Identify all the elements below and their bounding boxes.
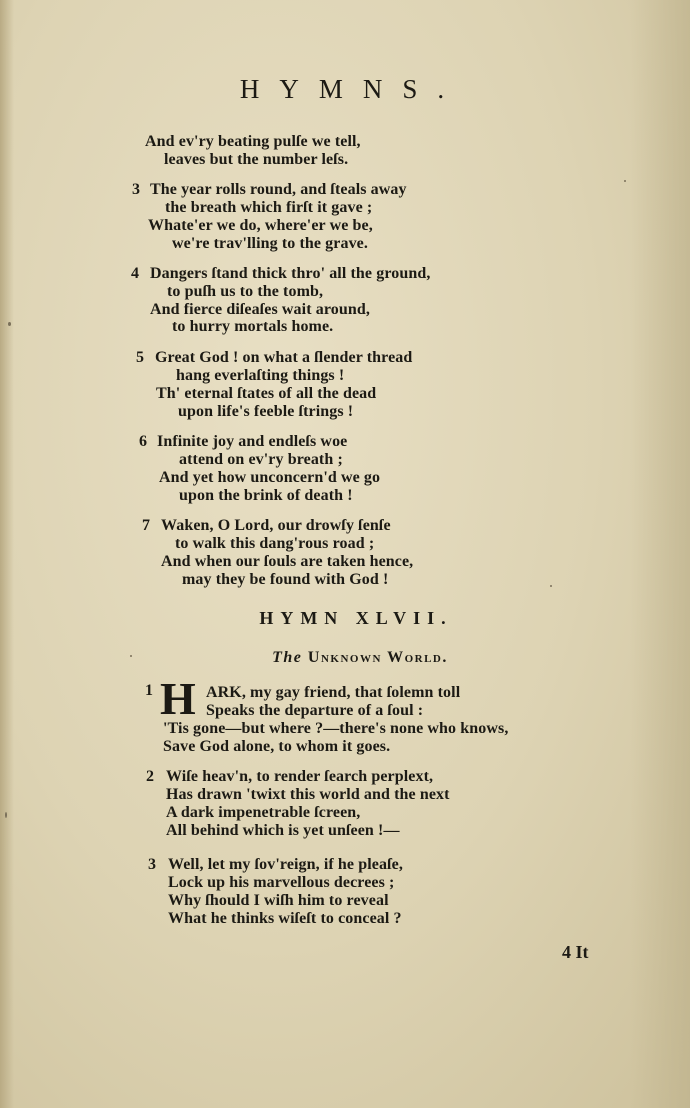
verse-line: upon the brink of death ! [179, 487, 353, 504]
verse-line: to walk this dang'rous road ; [175, 535, 375, 552]
drop-cap: H [160, 673, 196, 724]
verse-line: The year rolls round, and ſteals away [150, 181, 407, 198]
stanza-number: 2 [146, 768, 154, 785]
page-fold-shadow [630, 0, 690, 1108]
stanza-number: 5 [136, 349, 144, 366]
page-edge-shadow [0, 0, 14, 1108]
verse-line: to hurry mortals home. [172, 318, 334, 335]
verse-line: the breath which firſt it gave ; [165, 199, 373, 216]
verse-line: Dangers ſtand thick thro' all the ground, [150, 265, 431, 282]
paper-speck [5, 812, 7, 818]
verse-line: Whate'er we do, where'er we be, [148, 217, 373, 234]
verse-line: Has drawn 'twixt this world and the next [166, 786, 450, 803]
hymn-subtitle [0, 649, 690, 667]
running-head: HYMNS. [239, 74, 465, 104]
verse-line: Lock up his marvellous decrees ; [168, 874, 395, 891]
verse-line: upon life's feeble ſtrings ! [178, 403, 354, 420]
verse-line: What he thinks wiſeſt to conceal ? [168, 910, 402, 927]
paper-speck [550, 585, 552, 587]
verse-line: Th' eternal ſtates of all the dead [156, 385, 377, 402]
verse-line: may they be found with God ! [182, 571, 389, 588]
stanza-number: 3 [132, 181, 140, 198]
verse-line: Save God alone, to whom it goes. [163, 738, 391, 755]
verse-line: And fierce diſeaſes wait around, [150, 301, 370, 318]
verse-line: Infinite joy and endleſs woe [157, 433, 348, 450]
hymn-heading: HYMN XLVII. [259, 608, 453, 628]
verse-line: Speaks the departure of a ſoul : [206, 702, 424, 719]
paper-speck [8, 322, 11, 326]
paper-speck [130, 655, 132, 657]
verse-line: Why ſhould I wiſh him to reveal [168, 892, 389, 909]
verse-line: And ev'ry beating pulſe we tell, [145, 133, 361, 150]
verse-line: And yet how unconcern'd we go [159, 469, 381, 486]
verse-line: Great God ! on what a ſlender thread [155, 349, 413, 366]
verse-line: we're trav'lling to the grave. [172, 235, 368, 252]
hymn-subtitle-words: Unknown World. [307, 649, 448, 666]
verse-line: attend on ev'ry breath ; [179, 451, 343, 468]
stanza-number: 1 [145, 682, 153, 699]
verse-line: And when our ſouls are taken hence, [161, 553, 414, 570]
stanza-number: 4 [131, 265, 139, 282]
verse-line: Well, let my ſov'reign, if he pleaſe, [168, 856, 403, 873]
hymn-subtitle-the: The [272, 649, 303, 666]
verse-line: Waken, O Lord, our drowſy ſenſe [161, 517, 391, 534]
stanza-number: 6 [139, 433, 147, 450]
stanza-number: 3 [148, 856, 156, 873]
paper-speck [624, 180, 626, 182]
verse-line: All behind which is yet unſeen !— [166, 822, 400, 839]
verse-line: Wiſe heav'n, to render ſearch perplext, [166, 768, 434, 785]
verse-line: 'Tis gone—but where ?—there's none who knows, [163, 720, 509, 737]
verse-line: A dark impenetrable ſcreen, [166, 804, 361, 821]
catchword: 4 It [562, 942, 589, 962]
verse-line: leaves but the number leſs. [164, 151, 349, 168]
stanza-number: 7 [142, 517, 150, 534]
verse-line: to puſh us to the tomb, [167, 283, 324, 300]
verse-line: ARK, my gay friend, that ſolemn toll [206, 684, 461, 701]
verse-line: hang everlaſting things ! [176, 367, 345, 384]
